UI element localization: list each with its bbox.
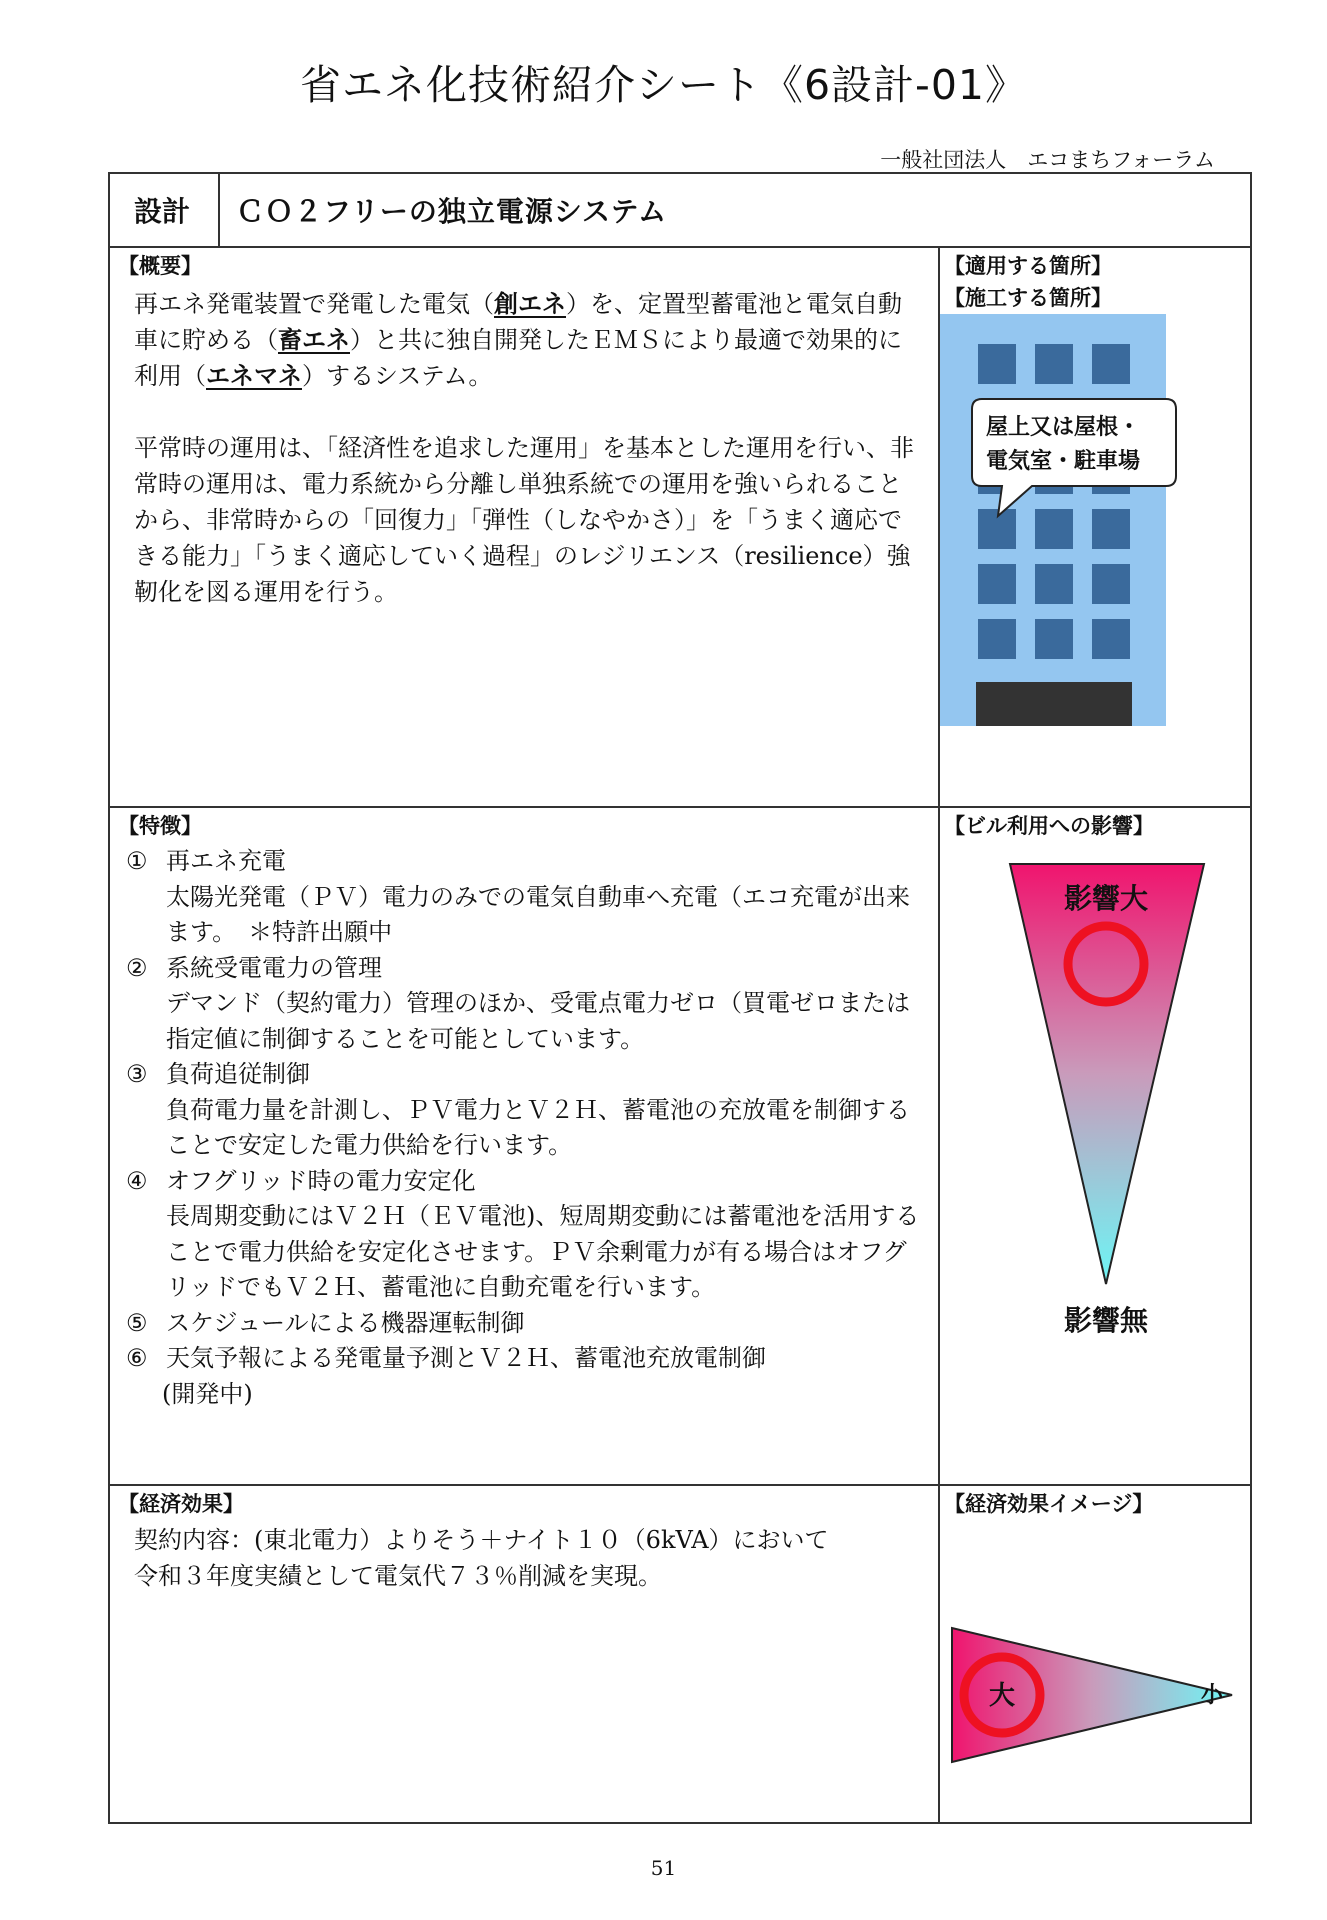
callout-line-1: 屋上又は屋根・ (986, 415, 1141, 440)
keyword-ene-mane: エネマネ (206, 361, 302, 390)
feature-desc: デマンド（契約電力）管理のほか、受電点電力ゼロ（買電ゼロまたは指定値に制御することを可能としています。 (166, 989, 910, 1053)
economic-label: 【経済効果】 (118, 1492, 244, 1516)
overview-label: 【概要】 (118, 254, 202, 278)
overview-paragraph-1: 再エネ発電装置で発電した電気（創エネ）を、定置型蓄電池と電気自動車に貯める（畜エネ）と共に独自開発したＥＭＳにより最適で効果的に利用（エネマネ）するシステム。 (134, 289, 902, 390)
economic-large-label: 大 (988, 1681, 1016, 1711)
economic-image-label: 【経済効果イメージ】 (944, 1492, 1154, 1516)
feature-desc: 長周期変動にはＶ２Ｈ（ＥＶ電池)、短周期変動には蓄電池を活用することで電力供給を安定化させます。ＰＶ余剰電力が有る場合はオフグリッドでもＶ２Ｈ、蓄電池に自動充電を行います。 (166, 1202, 920, 1301)
feature-title: 天気予報による発電量予測とＶ２Ｈ、蓄電池充放電制御 (166, 1344, 766, 1372)
economic-line-2: 令和３年度実績として電気代７３％削減を実現。 (134, 1562, 662, 1590)
overview-body (134, 286, 924, 610)
divider-header-cell (218, 174, 220, 246)
building-entrance (976, 682, 1132, 726)
organization-name: 一般社団法人 エコまちフォーラム (880, 148, 1215, 172)
impact-none-label: 影響無 (1063, 1304, 1149, 1337)
feature-title: スケジュールによる機器運転制御 (166, 1308, 525, 1337)
category-label: 設計 (134, 195, 191, 228)
callout-line-2: 電気室・駐車場 (986, 449, 1141, 474)
page-number: 51 (650, 1856, 677, 1880)
feature-title: 系統受電電力の管理 (166, 953, 382, 982)
features-label: 【特徴】 (118, 814, 202, 838)
feature-title: 負荷追従制御 (166, 1060, 310, 1088)
feature-item-3: ③ 負荷追従制御 負荷電力量を計測し、ＰＶ電力とＶ２Ｈ、蓄電池の充放電を制御することで安定した電力供給を行います。 (126, 1057, 926, 1164)
overview-paragraph-2: 平常時の運用は、「経済性を追求した運用」を基本とした運用を行い、非常時の運用は、電力系統から分離し単独系統での運用を強いられることから、非常時からの「回復力」「弾性（しなやかさ）」を「うまく適応できる能力」「うまく適応していく過程」のレジリエンス（resilience）強靭化を図る運用を行う。 (134, 434, 914, 606)
feature-desc: 太陽光発電（ＰＶ）電力のみでの電気自動車へ充電（エコ充電が出来ます。 ＊特許出願中 (166, 882, 910, 946)
feature-item-2: ② 系統受電電力の管理 デマンド（契約電力）管理のほか、受電点電力ゼロ（買電ゼロまたは指定値に制御することを可能としています。 (126, 951, 926, 1058)
construction-location-label: 【施工する箇所】 (944, 286, 1112, 310)
page-title: 省エネ化技術紹介シート《6設計-01》 (299, 61, 1028, 109)
economic-line-1: 契約内容：(東北電力）よりそう＋ナイト１０（6kVA）において (134, 1526, 829, 1554)
feature-item-4: ④ オフグリッド時の電力安定化 長周期変動にはＶ２Ｈ（ＥＶ電池)、短周期変動には蓄電池を活用することで電力供給を安定化させます。ＰＶ余剰電力が有る場合はオフグリッドでもＶ２Ｈ、蓄電池に自動充電を行います。 (126, 1164, 926, 1306)
keyword-chiku-ene: 畜エネ (278, 325, 350, 354)
feature-item-1: ① 再エネ充電 太陽光発電（ＰＶ）電力のみでの電気自動車へ充電（エコ充電が出来ます。 ＊特許出願中 (126, 844, 926, 951)
tech-sheet (108, 172, 1252, 1824)
economic-image-scale (940, 1520, 1250, 1820)
building-impact-scale (940, 844, 1250, 1480)
keyword-sou-ene: 創エネ (494, 289, 566, 318)
divider-overview (110, 806, 1250, 808)
economic-small-label: 小 (1200, 1683, 1224, 1708)
feature-title: オフグリッド時の電力安定化 (166, 1166, 476, 1195)
features-list (126, 844, 926, 1412)
building-impact-label: 【ビル利用への影響】 (944, 814, 1154, 838)
impact-high-label: 影響大 (1063, 882, 1149, 915)
feature-item-6: ⑥ 天気予報による発電量予測とＶ２Ｈ、蓄電池充放電制御 (開発中) (126, 1341, 926, 1412)
feature-title: 再エネ充電 (166, 847, 286, 875)
feature-desc: 負荷電力量を計測し、ＰＶ電力とＶ２Ｈ、蓄電池の充放電を制御することで安定した電力供給を行います。 (166, 1095, 910, 1159)
feature-desc: (開発中) (162, 1379, 253, 1408)
building-illustration (940, 314, 1250, 804)
applied-location-label: 【適用する箇所】 (944, 254, 1112, 278)
divider-header (110, 246, 1250, 248)
divider-features (110, 1484, 1250, 1486)
feature-item-5: ⑤ スケジュールによる機器運転制御 (126, 1306, 926, 1342)
economic-body (134, 1522, 934, 1594)
technology-name: ＣＯ２フリーの独立電源システム (236, 195, 668, 228)
